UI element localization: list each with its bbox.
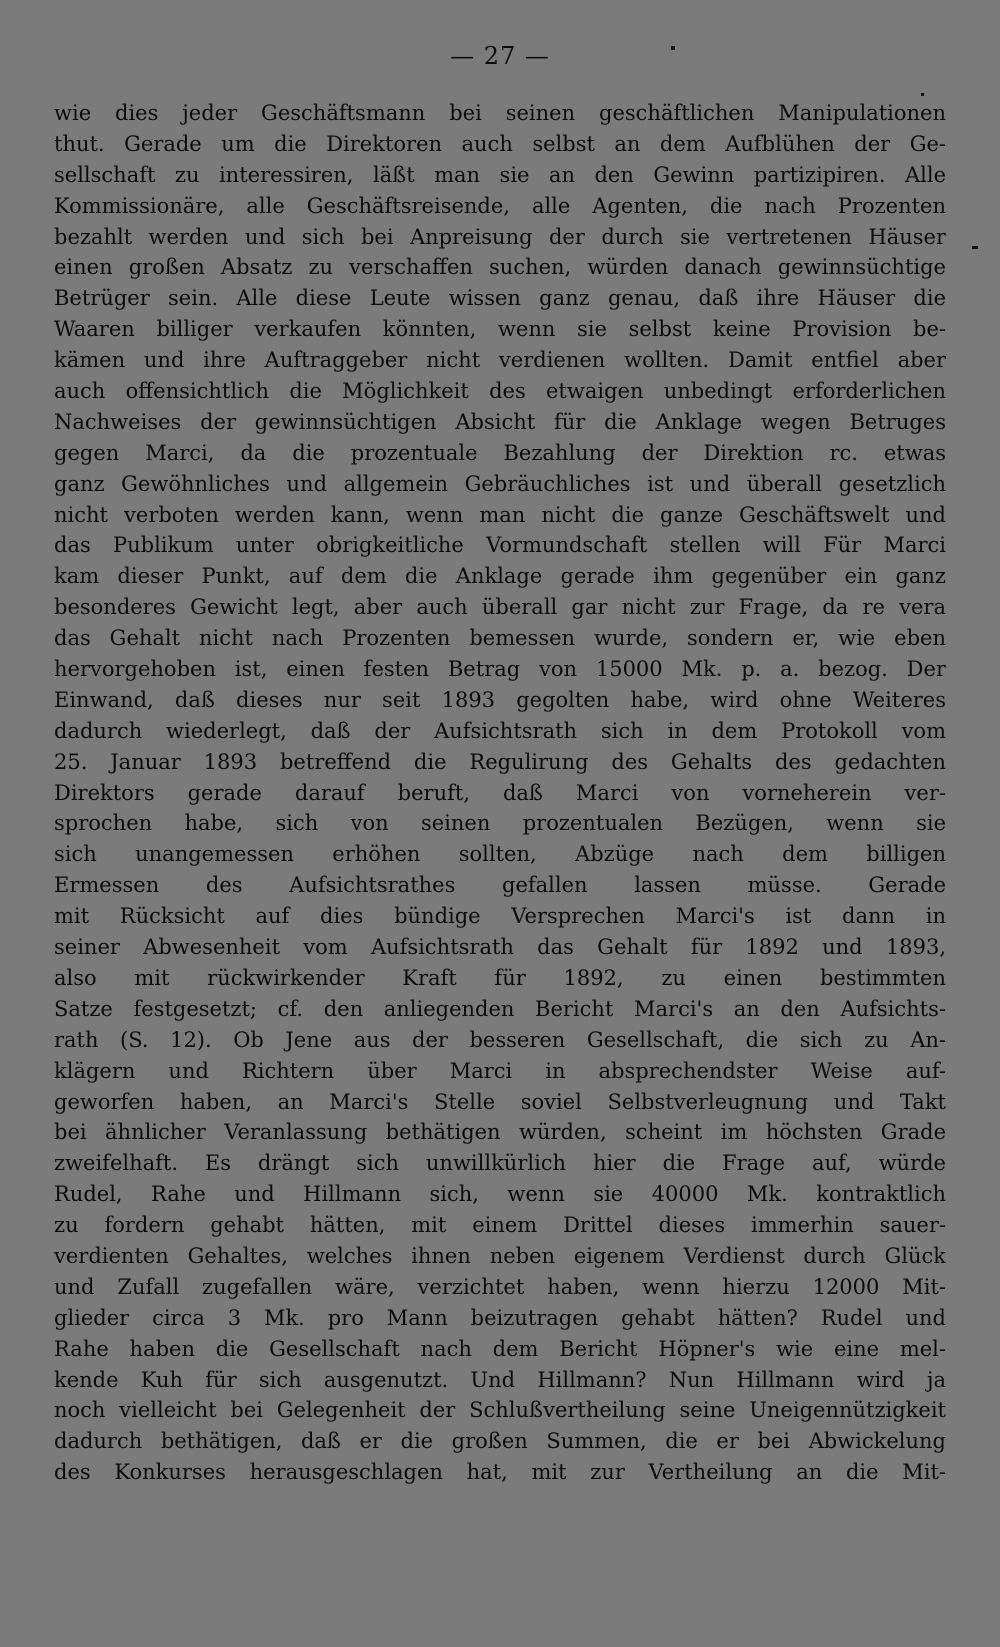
text-line: auch offensichtlich die Möglichkeit des etwaigen unbedingt erforderlichen xyxy=(54,379,946,404)
text-line: Direktors gerade darauf beruft, daß Marci von vorneherein ver- xyxy=(54,780,946,805)
text-line: einen großen Absatz zu verschaffen suchen, würden danach gewinnsüchtige xyxy=(54,255,946,280)
text-line: zu fordern gehabt hätten, mit einem Drittel dieses immerhin sauer- xyxy=(54,1213,946,1238)
text-line: bezahlt werden und sich bei Anpreisung der durch sie vertretenen Häuser xyxy=(54,224,946,249)
text-line: mit Rücksicht auf dies bündige Versprechen Marci's ist dann in xyxy=(54,904,946,929)
text-line: sich unangemessen erhöhen sollten, Abzüge nach dem billigen xyxy=(54,842,946,867)
text-line: Nachweises der gewinnsüchtigen Absicht für die Anklage wegen Betruges xyxy=(54,409,946,434)
text-line: seiner Abwesenheit vom Aufsichtsrath das Gehalt für 1892 und 1893, xyxy=(54,935,946,960)
text-line: Satze festgesetzt; cf. den anliegenden Bericht Marci's an den Aufsichts- xyxy=(54,996,946,1021)
text-line: kam dieser Punkt, auf dem die Anklage gerade ihm gegenüber ein ganz xyxy=(54,564,946,589)
text-line: rath (S. 12). Ob Jene aus der besseren Gesellschaft, die sich zu An- xyxy=(54,1027,946,1052)
text-line: nicht verboten werden kann, wenn man nicht die ganze Geschäftswelt und xyxy=(54,502,946,527)
text-line: 25. Januar 1893 betreffend die Regulirung des Gehalts des gedachten xyxy=(54,749,946,774)
text-line: thut. Gerade um die Direktoren auch selbst an dem Aufblühen der Ge- xyxy=(54,131,946,156)
text-line: besonderes Gewicht legt, aber auch überall gar nicht zur Frage, da re vera xyxy=(54,595,946,620)
text-line: sprochen habe, sich von seinen prozentualen Bezügen, wenn sie xyxy=(54,811,946,836)
scan-speck xyxy=(671,46,675,50)
scan-speck xyxy=(921,93,924,96)
text-line: Kommissionäre, alle Geschäftsreisende, alle Agenten, die nach Prozenten xyxy=(54,193,946,218)
text-line: dadurch wiederlegt, daß der Aufsichtsrath sich in dem Protokoll vom xyxy=(54,718,946,743)
text-line: ganz Gewöhnliches und allgemein Gebräuchliches ist und überall gesetzlich xyxy=(54,471,946,496)
text-line: gegen Marci, da die prozentuale Bezahlung der Direktion rc. etwas xyxy=(54,440,946,465)
text-line: bei ähnlicher Veranlassung bethätigen würden, scheint im höchsten Grade xyxy=(54,1120,946,1145)
text-line: dadurch bethätigen, daß er die großen Summen, die er bei Abwickelung xyxy=(54,1429,946,1454)
text-line: Rahe haben die Gesellschaft nach dem Bericht Höpner's wie eine mel- xyxy=(54,1336,946,1361)
text-line: und Zufall zugefallen wäre, verzichtet haben, wenn hierzu 12000 Mit- xyxy=(54,1274,946,1299)
text-line: sellschaft zu interessiren, läßt man sie an den Gewinn partizipiren. Alle xyxy=(54,162,946,187)
text-line: das Gehalt nicht nach Prozenten bemessen wurde, sondern er, wie eben xyxy=(54,626,946,651)
scan-speck xyxy=(972,246,978,249)
text-line: Einwand, daß dieses nur seit 1893 gegolten habe, wird ohne Weiteres xyxy=(54,687,946,712)
text-line: verdienten Gehaltes, welches ihnen neben eigenem Verdienst durch Glück xyxy=(54,1243,946,1268)
page-number: — 27 — xyxy=(450,42,550,70)
text-line: geworfen haben, an Marci's Stelle soviel Selbstverleugnung und Takt xyxy=(54,1089,946,1114)
text-line: klägern und Richtern über Marci in absprechendster Weise auf- xyxy=(54,1058,946,1083)
body-text xyxy=(54,98,946,1488)
text-line: zweifelhaft. Es drängt sich unwillkürlich hier die Frage auf, würde xyxy=(54,1151,946,1176)
text-line: des Konkurses herausgeschlagen hat, mit zur Vertheilung an die Mit- xyxy=(54,1460,946,1485)
text-line: Ermessen des Aufsichtsrathes gefallen lassen müsse. Gerade xyxy=(54,873,946,898)
text-line: kämen und ihre Auftraggeber nicht verdienen wollten. Damit entfiel aber xyxy=(54,348,946,373)
text-line: wie dies jeder Geschäftsmann bei seinen geschäftlichen Manipulationen xyxy=(54,101,946,125)
text-line: also mit rückwirkender Kraft für 1892, zu einen bestimmten xyxy=(54,965,946,990)
text-line: kende Kuh für sich ausgenutzt. Und Hillmann? Nun Hillmann wird ja xyxy=(54,1367,946,1392)
text-line: hervorgehoben ist, einen festen Betrag von 15000 Mk. p. a. bezog. Der xyxy=(54,657,946,682)
text-line: Rudel, Rahe und Hillmann sich, wenn sie 40000 Mk. kontraktlich xyxy=(54,1182,946,1207)
text-line: das Publikum unter obrigkeitliche Vormundschaft stellen will Für Marci xyxy=(54,533,946,558)
text-line: Waaren billiger verkaufen könnten, wenn sie selbst keine Provision be- xyxy=(54,317,946,342)
text-line: glieder circa 3 Mk. pro Mann beizutragen gehabt hätten? Rudel und xyxy=(54,1305,946,1330)
text-line: noch vielleicht bei Gelegenheit der Schlußvertheilung seine Uneigennützigkeit xyxy=(54,1398,946,1423)
text-line: Betrüger sein. Alle diese Leute wissen ganz genau, daß ihre Häuser die xyxy=(54,286,946,311)
